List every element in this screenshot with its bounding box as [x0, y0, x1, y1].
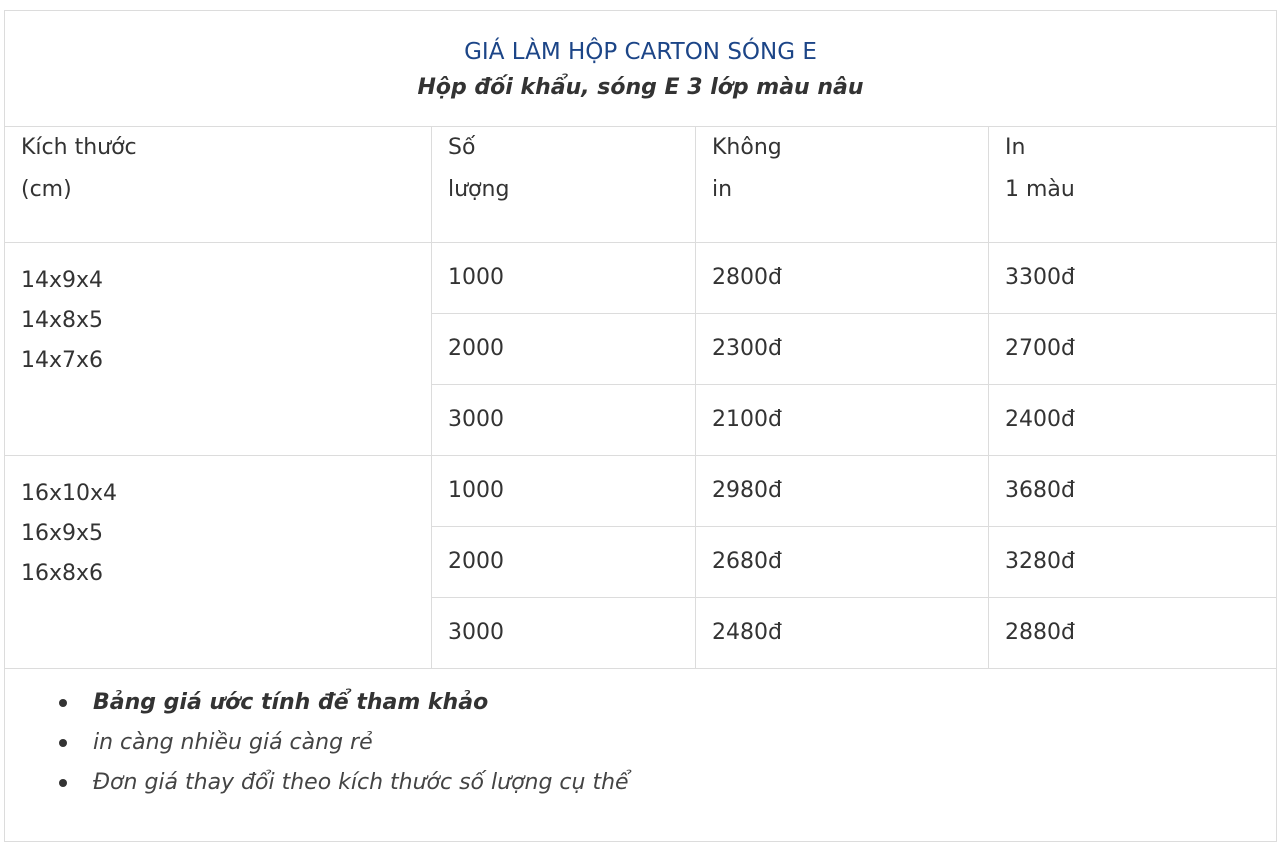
- price-table: [4, 10, 1277, 842]
- size-value: 14x9x4: [21, 268, 104, 293]
- size-value: 14x7x6: [21, 348, 104, 373]
- bullet-icon: [59, 779, 67, 787]
- header-no-print-line-2: in: [712, 177, 733, 202]
- quantity-cell: 2000: [432, 314, 696, 385]
- header-no-print: [696, 127, 989, 243]
- no-print-price-cell: 2480đ: [696, 598, 989, 669]
- one-color-price-cell: 3680đ: [989, 456, 1277, 527]
- header-quantity: [432, 127, 696, 243]
- table-row: [5, 456, 1277, 527]
- notes-cell: [5, 669, 1277, 842]
- one-color-price-cell: 2880đ: [989, 598, 1277, 669]
- table-subtitle: Hộp đối khẩu, sóng E 3 lớp màu nâu: [417, 74, 864, 100]
- header-no-print-line-1: Không: [712, 135, 782, 160]
- no-print-price-cell: 2300đ: [696, 314, 989, 385]
- size-cell: [5, 456, 432, 669]
- one-color-price-cell: 2400đ: [989, 385, 1277, 456]
- size-value: 16x10x4: [21, 481, 118, 506]
- header-quantity-line-1: Số: [448, 135, 476, 160]
- header-size: [5, 127, 432, 243]
- size-cell: [5, 243, 432, 456]
- note-text: in càng nhiều giá càng rẻ: [93, 730, 373, 755]
- header-quantity-line-2: lượng: [448, 177, 510, 202]
- list-item: [49, 683, 1276, 723]
- one-color-price-cell: 3300đ: [989, 243, 1277, 314]
- bullet-icon: [59, 739, 67, 747]
- note-text: Bảng giá ước tính để tham khảo: [93, 690, 489, 715]
- header-one-color-line-1: In: [1005, 135, 1026, 160]
- one-color-price-cell: 2700đ: [989, 314, 1277, 385]
- no-print-price-cell: 2100đ: [696, 385, 989, 456]
- size-value: 14x8x5: [21, 308, 104, 333]
- title-row: [5, 11, 1277, 127]
- size-value: 16x9x5: [21, 521, 104, 546]
- no-print-price-cell: 2980đ: [696, 456, 989, 527]
- header-size-line-2: (cm): [21, 177, 72, 202]
- table-title: GIÁ LÀM HỘP CARTON SÓNG E: [464, 38, 817, 65]
- header-row: [5, 127, 1277, 243]
- header-one-color: [989, 127, 1277, 243]
- bullet-icon: [59, 699, 67, 707]
- list-item: [49, 763, 1276, 803]
- one-color-price-cell: 3280đ: [989, 527, 1277, 598]
- no-print-price-cell: 2680đ: [696, 527, 989, 598]
- list-item: [49, 723, 1276, 763]
- header-one-color-line-2: 1 màu: [1005, 177, 1075, 202]
- quantity-cell: 3000: [432, 385, 696, 456]
- header-size-line-1: Kích thước: [21, 135, 137, 160]
- note-text: Đơn giá thay đổi theo kích thước số lượng cụ thể: [93, 770, 629, 795]
- quantity-cell: 1000: [432, 456, 696, 527]
- title-cell: [5, 11, 1277, 127]
- quantity-cell: 1000: [432, 243, 696, 314]
- no-print-price-cell: 2800đ: [696, 243, 989, 314]
- quantity-cell: 2000: [432, 527, 696, 598]
- table-row: [5, 243, 1277, 314]
- notes-row: [5, 669, 1277, 842]
- quantity-cell: 3000: [432, 598, 696, 669]
- notes-list: [5, 683, 1276, 803]
- size-value: 16x8x6: [21, 561, 104, 586]
